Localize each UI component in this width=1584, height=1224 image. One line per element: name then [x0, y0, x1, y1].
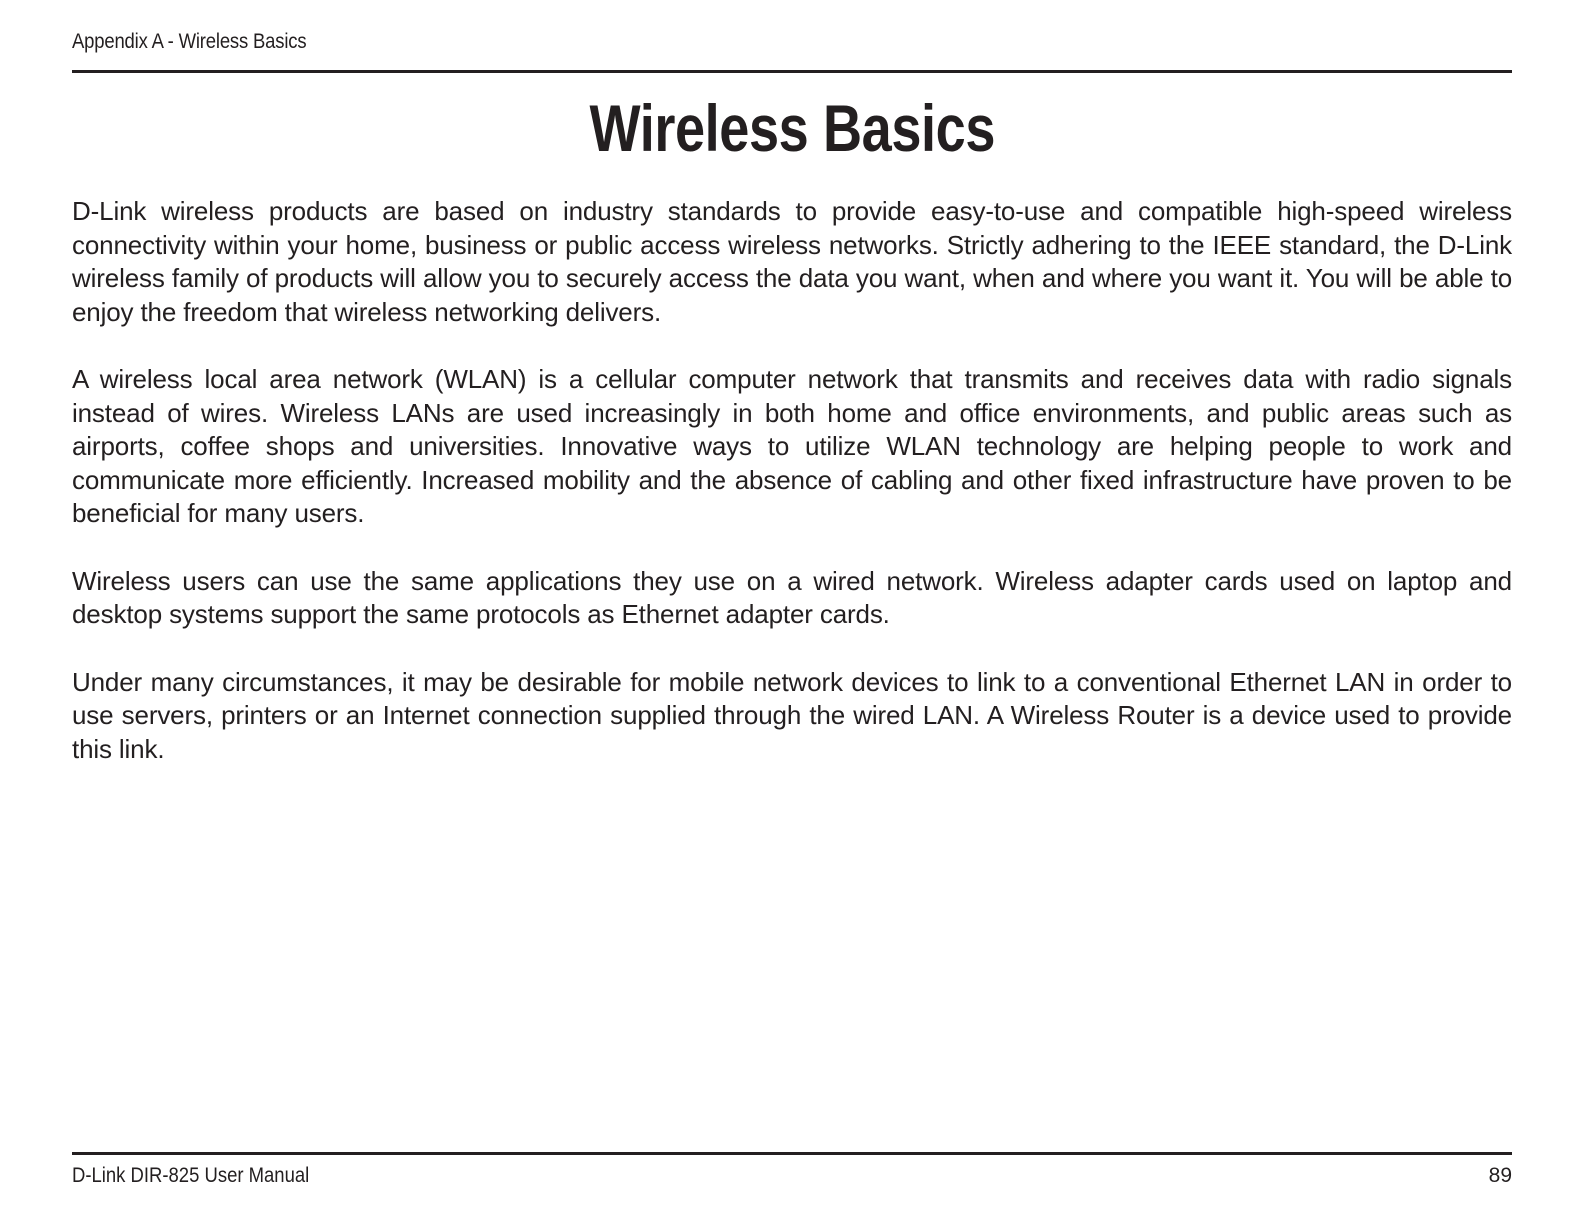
page-title [72, 88, 1512, 168]
paragraph-3: Wireless users can use the same applications they use on a wired network. Wireless adapter cards used on laptop and desktop systems support the same protocols as Ethernet adapter cards. [72, 565, 1512, 629]
page-number: 89 [1488, 1164, 1512, 1187]
footer-manual-title: D-Link DIR-825 User Manual [72, 1164, 310, 1187]
body-text [72, 195, 1512, 800]
page-title-text: Wireless Basics [589, 91, 995, 165]
paragraph-2: A wireless local area network (WLAN) is a cellular computer network that transmits and receives data with radio signals instead of wires. Wireless LANs are used increasingly in both home and office environments, and public areas such as airports, coffee shops and universities. Innovative ways to utilize WLAN technology are helping people to work and communicate more efficiently. Increased mobility and the absence of cabling and other fixed infrastructure have proven to be beneficial for many users. [72, 364, 1512, 528]
paragraph-1: D-Link wireless products are based on industry standards to provide easy-to-use and compatible high-speed wireless connectivity within your home, business or public access wireless networks. Strictly adhering to the IEEE standard, the D-Link wireless family of products will allow you to securely access the data you want, when and where you want it. You will be able to enjoy the freedom that wireless networking delivers. [72, 196, 1512, 327]
footer-divider [72, 1152, 1512, 1155]
header-divider [72, 70, 1512, 73]
running-header: Appendix A - Wireless Basics [72, 30, 307, 53]
paragraph-4: Under many circumstances, it may be desirable for mobile network devices to link to a conventional Ethernet LAN in order to use servers, printers or an Internet connection supplied through the wired LAN. A Wireless Router is a device used to provide this link. [72, 666, 1512, 764]
